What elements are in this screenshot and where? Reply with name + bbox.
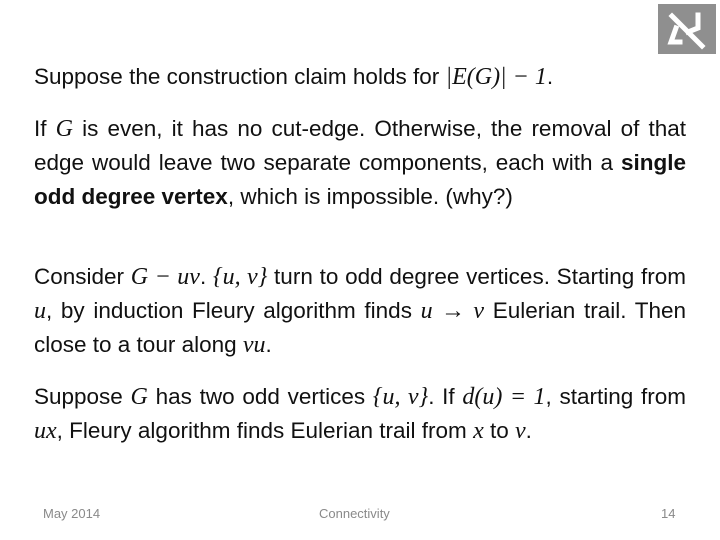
- math-expression: |E(G)| − 1: [445, 64, 547, 90]
- bold-text: single odd degree vertex: [34, 150, 686, 209]
- text: , by induction Fleury algorithm finds: [46, 298, 421, 323]
- math-expression: d(u) = 1: [462, 384, 546, 410]
- paragraph-1: [34, 60, 686, 94]
- text: , which is impossible. (why?): [227, 184, 513, 209]
- hebrew-letter-logo-icon: [658, 4, 716, 54]
- footer-title: Connectivity: [319, 506, 390, 521]
- text: Suppose: [34, 384, 131, 409]
- text: .: [525, 418, 532, 443]
- footer-date: May 2014: [43, 506, 101, 521]
- text: has two odd vertices: [147, 384, 373, 409]
- math-expression: u: [34, 298, 46, 324]
- text: . If: [428, 384, 463, 409]
- text: , Fleury algorithm finds Eulerian trail from: [56, 418, 474, 443]
- math-expression: {u, v}: [212, 264, 268, 290]
- paragraph-4: [34, 380, 686, 448]
- math-expression: v: [515, 418, 526, 444]
- text: , starting from: [545, 384, 686, 409]
- page-number: 14: [661, 506, 676, 521]
- math-expression: G: [55, 116, 73, 142]
- paragraph-2: [34, 112, 686, 214]
- text: is even, it has no cut-edge. Otherwise, the removal of that edge would leave two separate components, each with a: [34, 116, 686, 175]
- math-expression: {u, v}: [372, 384, 429, 410]
- math-expression: ux: [34, 418, 57, 444]
- text: Suppose the construction claim holds for: [34, 64, 446, 89]
- math-expression: x: [473, 418, 484, 444]
- text: Eulerian trail. Then close to a tour along: [34, 298, 686, 357]
- math-expression: G: [130, 384, 148, 410]
- math-expression: vu: [242, 332, 266, 358]
- text: .: [546, 64, 554, 89]
- text: .: [265, 332, 272, 357]
- text: If: [34, 116, 56, 141]
- text: to: [483, 418, 515, 443]
- math-expression: G − uv: [130, 264, 200, 290]
- math-expression: u → v: [420, 298, 485, 324]
- text: turn to odd degree vertices. Starting from: [267, 264, 686, 289]
- paragraph-3: [34, 260, 686, 362]
- text: Consider: [34, 264, 131, 289]
- text: .: [199, 264, 213, 289]
